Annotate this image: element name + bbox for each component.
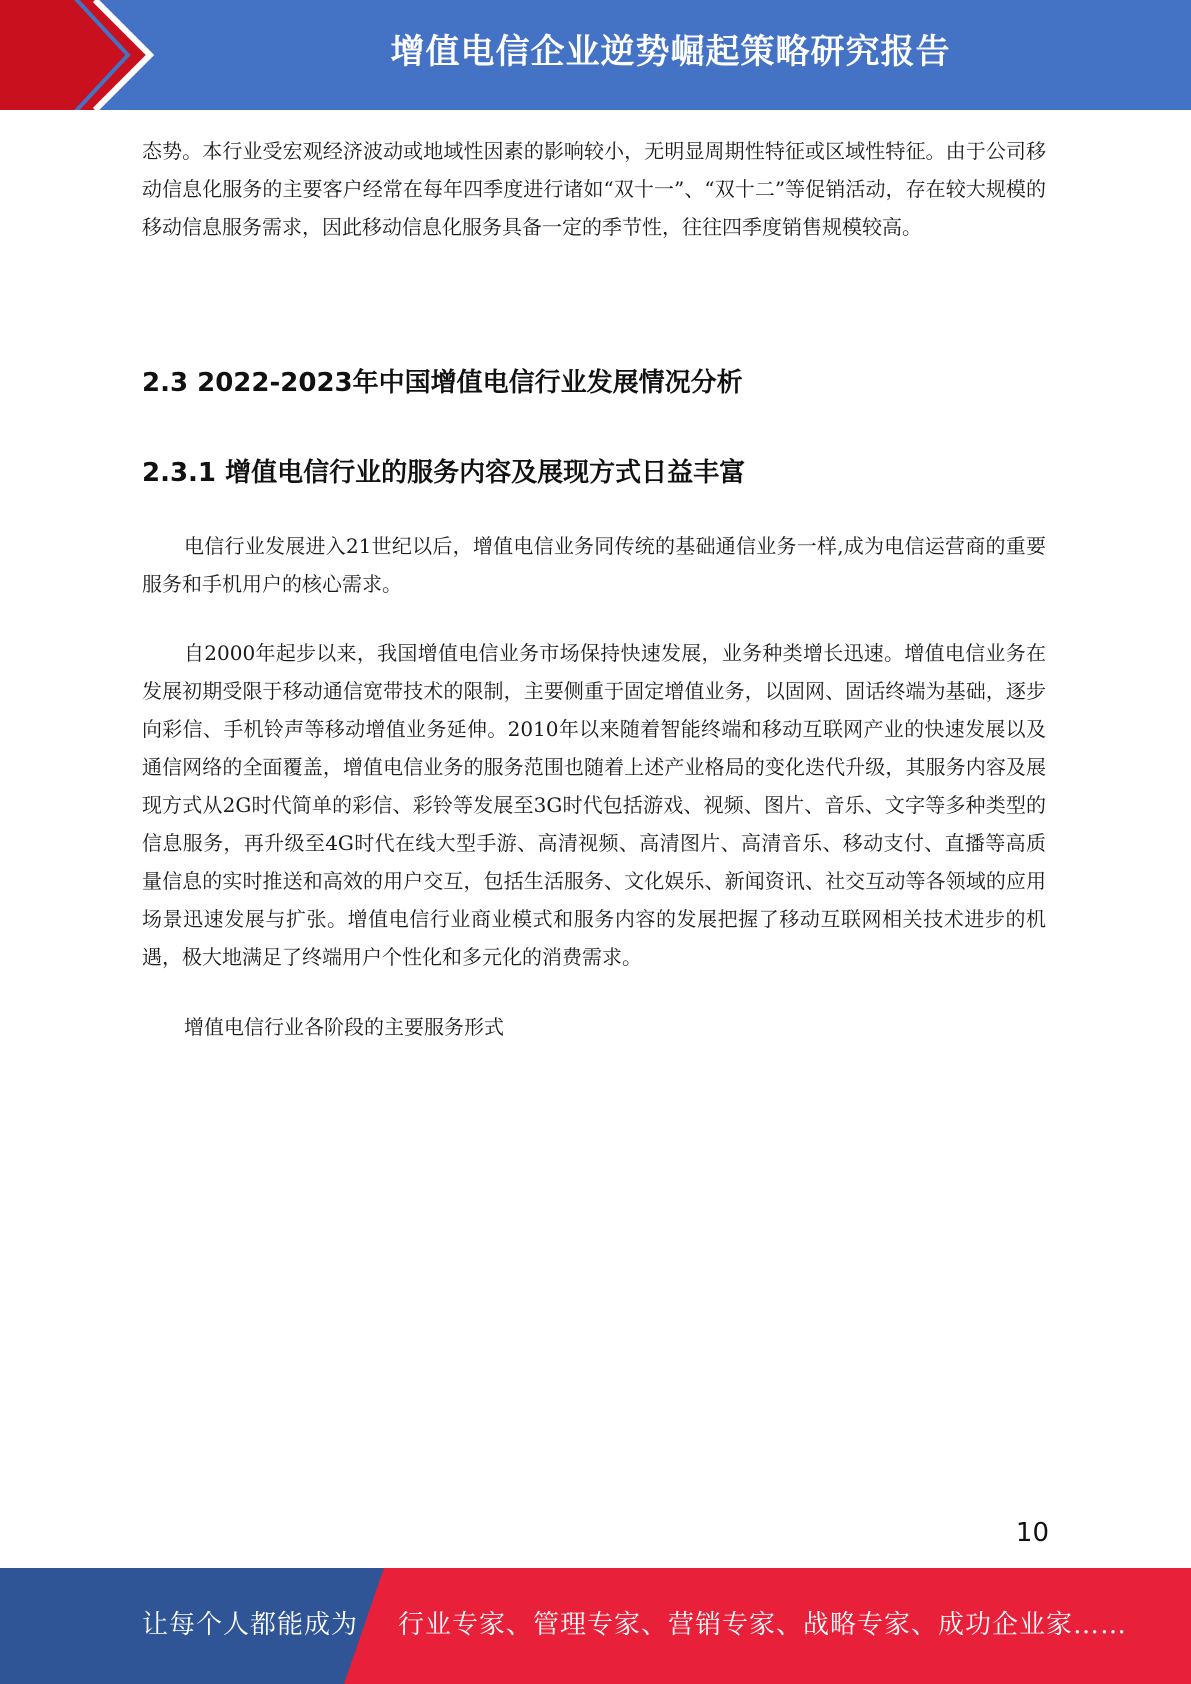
body-paragraph-1: 电信行业发展进入21世纪以后，增值电信业务同传统的基础通信业务一样,成为电信运营商的重要服务和手机用户的核心需求。 [142,534,1046,596]
section-heading: 2.3 2022-2023年中国增值电信行业发展情况分析 [142,368,743,398]
footer-slogan-left: 让每个人都能成为 [142,1610,359,1640]
subsection-heading: 2.3.1 增值电信行业的服务内容及展现方式日益丰富 [142,458,746,488]
body-paragraph-2: 自2000年起步以来，我国增值电信业务市场保持快速发展，业务种类增长迅速。增值电信业务在发展初期受限于移动通信宽带技术的限制，主要侧重于固定增值业务，以固网、固话终端为基础，逐步向彩信、手机铃声等移动增值业务延伸。2010年以来随着智能终端和移动互联网产业的快速发展以及通信网络的全面覆盖，增值电信业务的服务范围也随着上述产业格局的变化迭代升级，其服务内容及展现方式从2G时代简单的彩信、彩铃等发展至3G时代包括游戏、视频、图片、音乐、文字等多种类型的信息服务，再升级至4G时代在线大型手游、高清视频、高清图片、高清音乐、移动支付、直播等高质量信息的实时推送和高效的用户交互，包括生活服务、文化娱乐、新闻资讯、社交互动等各领域的应用场景迅速发展与扩张。增值电信行业商业模式和服务内容的发展把握了移动互联网相关技术进步的机遇，极大地满足了终端用户个性化和多元化的消费需求。 [142,641,1046,969]
footer-slogan-right: 行业专家、管理专家、营销专家、战略专家、成功企业家…… [398,1610,1128,1640]
intro-paragraph: 态势。本行业受宏观经济波动或地域性因素的影响较小，无明显周期性特征或区域性特征。由于公司移动信息化服务的主要客户经常在每年四季度进行诸如“双十一”、“双十二”等促销活动，存在较大规模的移动信息服务需求，因此移动信息化服务具备一定的季节性，往往四季度销售规模较高。 [142,139,1046,239]
page-header [0,0,1191,110]
report-title: 增值电信企业逆势崛起策略研究报告 [390,32,951,72]
page-footer [0,1568,1191,1684]
figure-caption: 增值电信行业各阶段的主要服务形式 [184,1015,504,1039]
page-number: 10 [1015,1518,1049,1548]
